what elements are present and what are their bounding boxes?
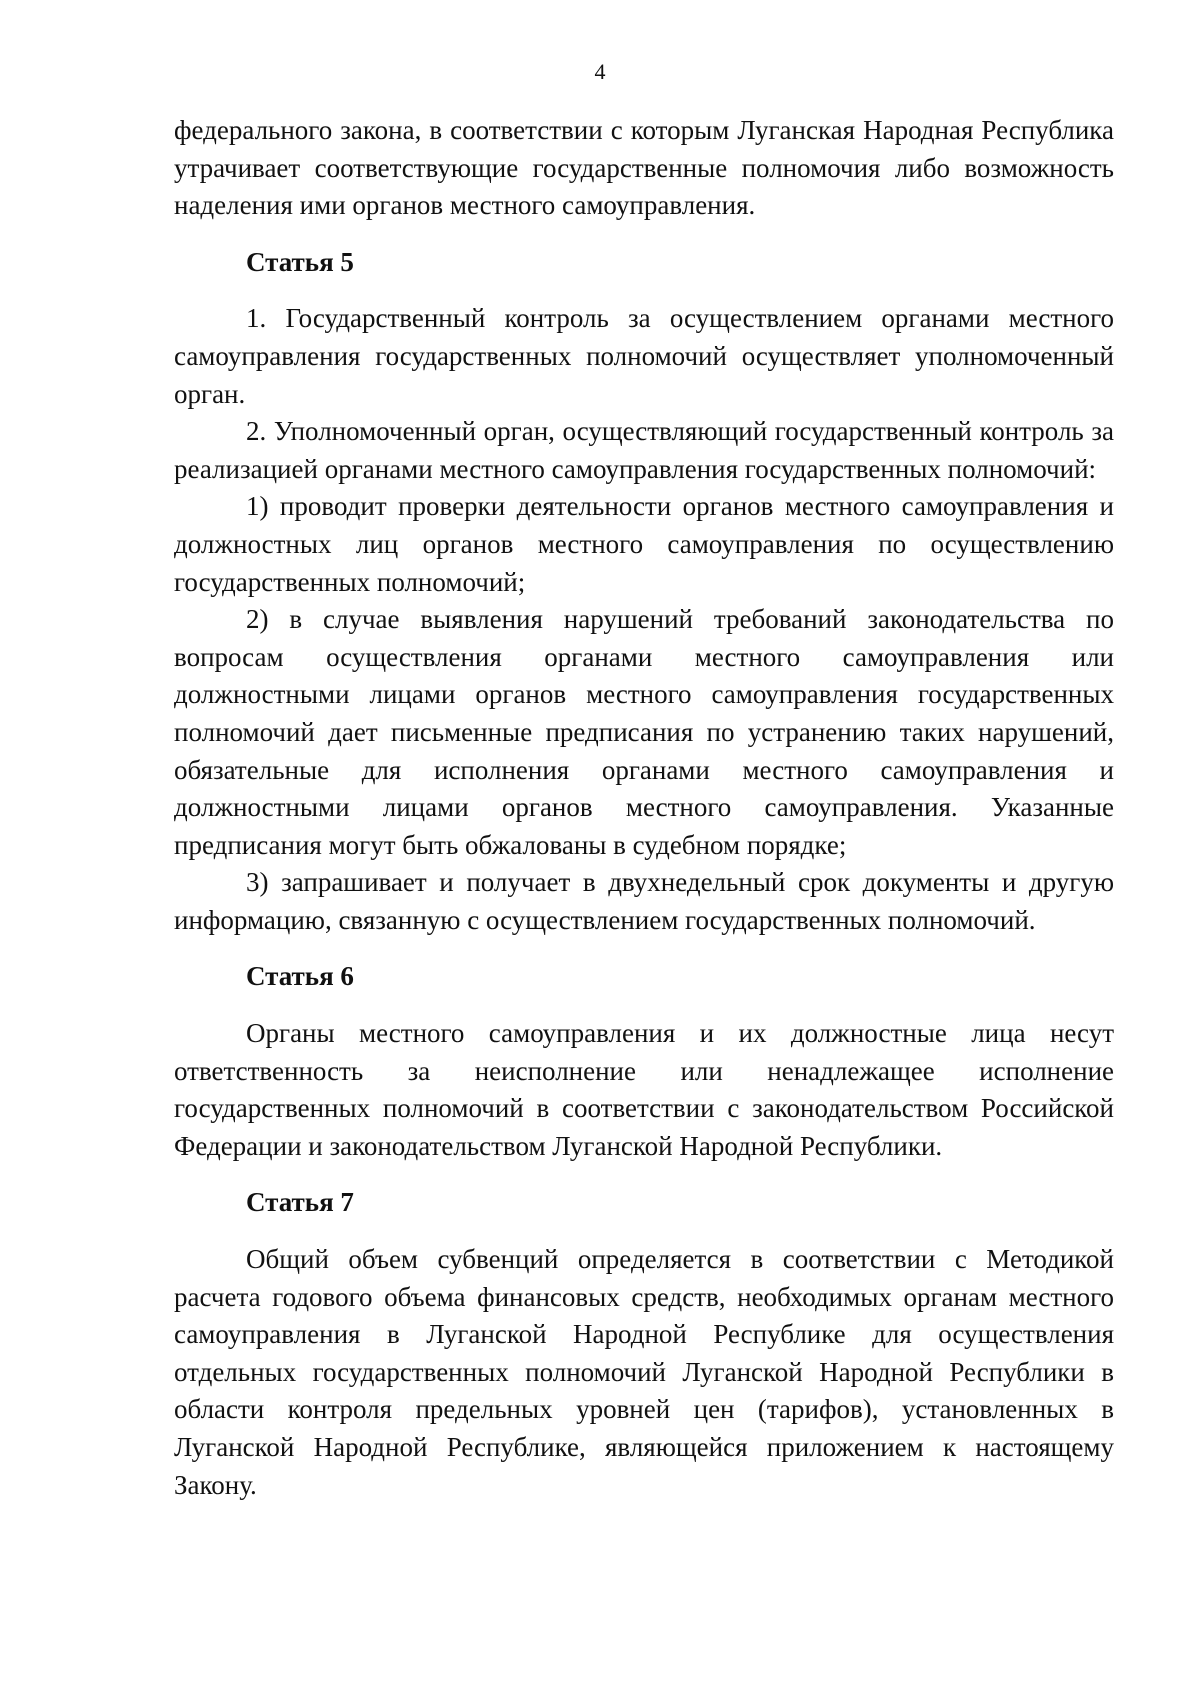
article-5-heading: Статья 5 — [246, 246, 354, 277]
article-5-paragraph-2: 2. Уполномоченный орган, осуществляющий государственный контроль за реализацией органами местного самоуправления государственных полномочий: — [174, 416, 1114, 484]
article-5-paragraph-1: 1. Государственный контроль за осуществлением органами местного самоуправления государственных полномочий осуществляет уполномоченный орган. — [174, 303, 1114, 409]
document-body — [174, 112, 1114, 1504]
article-6-heading: Статья 6 — [246, 961, 354, 992]
article-7-paragraph-1: Общий объем субвенций определяется в соответствии с Методикой расчета годового объема финансовых средств, необходимых органам местного самоуправления в Луганской Народной Республике для осуществления отдельных государственных полномочий Луганской Народной Республики в области контроля предельных уровней цен (тарифов), установленных в Луганской Народной Республике, являющейся приложением к настоящему Закону. — [174, 1244, 1114, 1500]
page-number: 4 — [594, 59, 606, 84]
article-5-item-3: 3) запрашивает и получает в двухнедельный срок документы и другую информацию, связанную с осуществлением государственных полномочий. — [174, 867, 1114, 935]
intro-paragraph: федерального закона, в соответствии с которым Луганская Народная Республика утрачивает соответствующие государственные полномочия либо возможность наделения ими органов местного самоуправления. — [174, 115, 1114, 221]
article-5-item-2: 2) в случае выявления нарушений требований законодательства по вопросам осуществления органами местного самоуправления или должностными лицами органов местного самоуправления государственных полномочий дает письменные предписания по устранению таких нарушений, обязательные для исполнения органами местного самоуправления и должностными лицами органов местного самоуправления. Указанные предписания могут быть обжалованы в судебном порядке; — [174, 604, 1114, 860]
article-5-item-1: 1) проводит проверки деятельности органов местного самоуправления и должностных лиц органов местного самоуправления по осуществлению государственных полномочий; — [174, 491, 1114, 597]
article-7-heading: Статья 7 — [246, 1187, 354, 1218]
article-6-paragraph-1: Органы местного самоуправления и их должностные лица несут ответственность за неисполнение или ненадлежащее исполнение государственных полномочий в соответствии с законодательством Российской Федерации и законодательством Луганской Народной Республики. — [174, 1018, 1114, 1161]
